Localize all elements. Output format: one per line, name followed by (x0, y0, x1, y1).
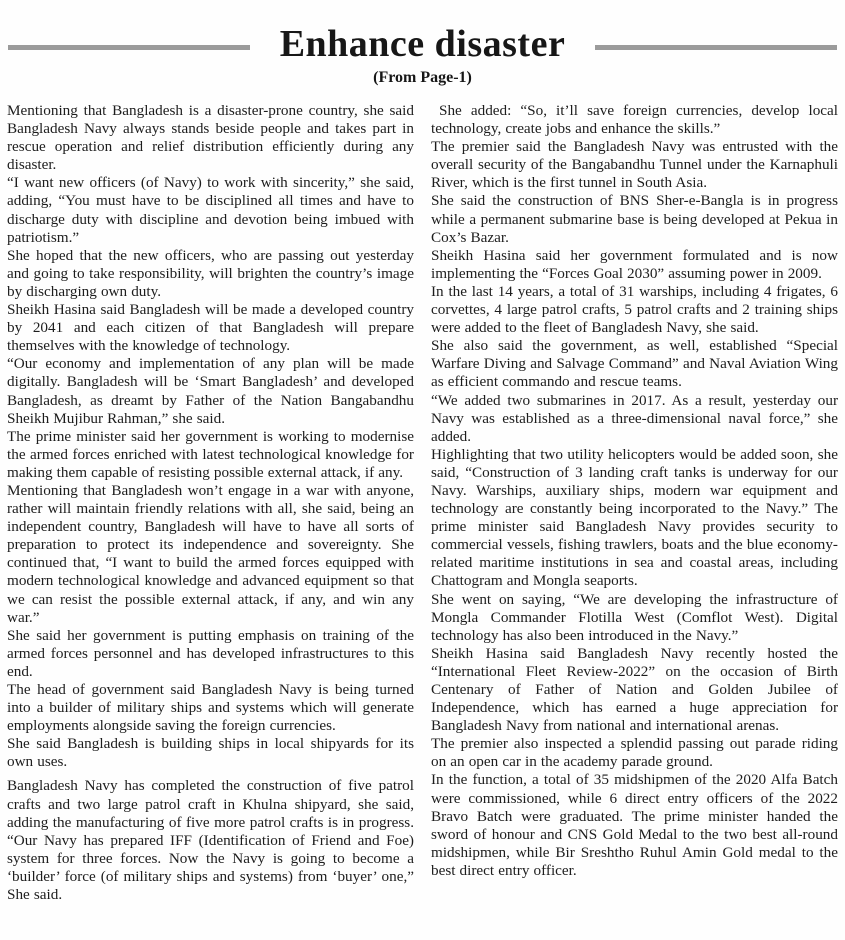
article-paragraph: She said Bangladesh is building ships in local shipyards for its own uses. (7, 735, 414, 771)
article-paragraph: In the last 14 years, a total of 31 warships, including 4 frigates, 6 corvettes, 4 large patrol crafts, 5 patrol crafts and 2 training ships were added to the fleet of Bangladesh Navy, she said. (431, 282, 838, 337)
article-body (0, 102, 845, 904)
article-paragraph: “I want new officers (of Navy) to work with sincerity,” she said, adding, “You must have to be disciplined all times and have to discharge duty with discipline and devotion being imbued with patriotism.” (7, 174, 414, 246)
article-paragraph: “Our economy and implementation of any plan will be made digitally. Bangladesh will be ‘Smart Bangladesh’ and developed Bangladesh, as dreamt by Father of the Nation Bangabandhu Sheikh Mujibur Rahman,” she said. (7, 355, 414, 427)
article-header (0, 0, 845, 87)
article-paragraph: The premier said the Bangladesh Navy was entrusted with the overall security of the Bangabandhu Tunnel under the Karnaphuli River, which is the first tunnel in South Asia. (431, 138, 838, 192)
article-paragraph: Bangladesh Navy has completed the construction of five patrol crafts and two large patrol craft in Khulna shipyard, she said, adding the manufacturing of five more patrol crafts is in progress. “Our Navy has prepared IFF (Identification of Friend and Foe) system for three forces. Now the Navy is going to become a ‘builder’ force (of military ships and systems) from ‘buyer’ one,” She said. (7, 777, 414, 904)
article-paragraph: She added: “So, it’ll save foreign currencies, develop local technology, create jobs and enhance the skills.” (431, 102, 838, 138)
article-paragraph: “We added two submarines in 2017. As a result, yesterday our Navy was established as a three-dimensional naval force,” she added. (431, 391, 838, 445)
headline-rule-right (595, 45, 837, 50)
article-paragraph: Mentioning that Bangladesh won’t engage in a war with anyone, rather will maintain friendly relations with all, she said, being an independent country, Bangladesh will have to have all sorts of preparation to protect its independence and sovereignty. She continued that, “I want to build the armed forces equipped with modern technological knowledge and advanced equipment so that we can resist the possible external attack, if any, and win any war.” (7, 481, 414, 626)
article-paragraph: She went on saying, “We are developing the infrastructure of Mongla Commander Flotilla West (Comflot West). Digital technology has also been introduced in the Navy.” (431, 590, 838, 644)
article-paragraph: The premier also inspected a splendid passing out parade riding on an open car in the academy parade ground. (431, 735, 838, 771)
article-paragraph: Highlighting that two utility helicopters would be added soon, she said, “Construction of 3 landing craft tanks is underway for our Navy. Warships, auxiliary ships, modern war equipment and technology are constantly being incorporated to the Navy.” The prime minister said Bangladesh Navy provides security to commercial vessels, fishing trawlers, boats and the blue economy-related maritime institutions in sea and coastal areas, including Chattogram and Mongla seaports. (431, 445, 838, 590)
headline-row (0, 24, 845, 64)
article-paragraph: In the function, a total of 35 midshipmen of the 2020 Alfa Batch were commissioned, while 6 direct entry officers of the 2022 Bravo Batch were graduated. The prime minister handed the sword of honour and CNS Gold Medal to the two best all-round midshipmen, while Bir Sreshtho Ruhul Amin Gold medal to the best direct entry officer. (431, 771, 838, 879)
article-paragraph: She also said the government, as well, established “Special Warfare Diving and Salvage Command” and Naval Aviation Wing as efficient commando and rescue teams. (431, 337, 838, 391)
article-paragraph: She hoped that the new officers, who are passing out yesterday and going to take responsibility, will brighten the country’s image by discharging own duty. (7, 246, 414, 300)
article-paragraph: Sheikh Hasina said her government formulated and is now implementing the “Forces Goal 2030” assuming power in 2009. (431, 246, 838, 282)
headline-rule-left (8, 45, 250, 50)
article-paragraph: She said her government is putting emphasis on training of the armed forces personnel and has developed infrastructures to this end. (7, 626, 414, 680)
article-paragraph: The head of government said Bangladesh Navy is being turned into a builder of military ships and systems which will generate employments alongside saving the foreign currencies. (7, 681, 414, 735)
article-paragraph: Sheikh Hasina said Bangladesh Navy recently hosted the “International Fleet Review-2022” on the occasion of Birth Centenary of Father of Nation and Golden Jubilee of Independence, which has earned a huge appreciation for Bangladesh Navy from national and international arenas. (431, 644, 838, 735)
article-paragraph: Sheikh Hasina said Bangladesh will be made a developed country by 2041 and each citizen of that Bangladesh will prepare themselves with the knowledge of technology. (7, 301, 414, 355)
article-paragraph: The prime minister said her government is working to modernise the armed forces enriched with latest technological knowledge for making them capable of resisting possible external attack, if any. (7, 427, 414, 481)
right-column (431, 102, 838, 904)
left-column (7, 102, 414, 904)
article-title: Enhance disaster (279, 23, 566, 65)
article-paragraph: She said the construction of BNS Sher-e-Bangla is in progress while a permanent submarine base is being developed at Pekua in Cox’s Bazar. (431, 192, 838, 246)
article-paragraph: Mentioning that Bangladesh is a disaster-prone country, she said Bangladesh Navy always stands beside people and takes part in rescue operation and relief distribution efficiently during any disaster. (7, 102, 414, 174)
article-subtitle: (From Page-1) (373, 69, 472, 86)
